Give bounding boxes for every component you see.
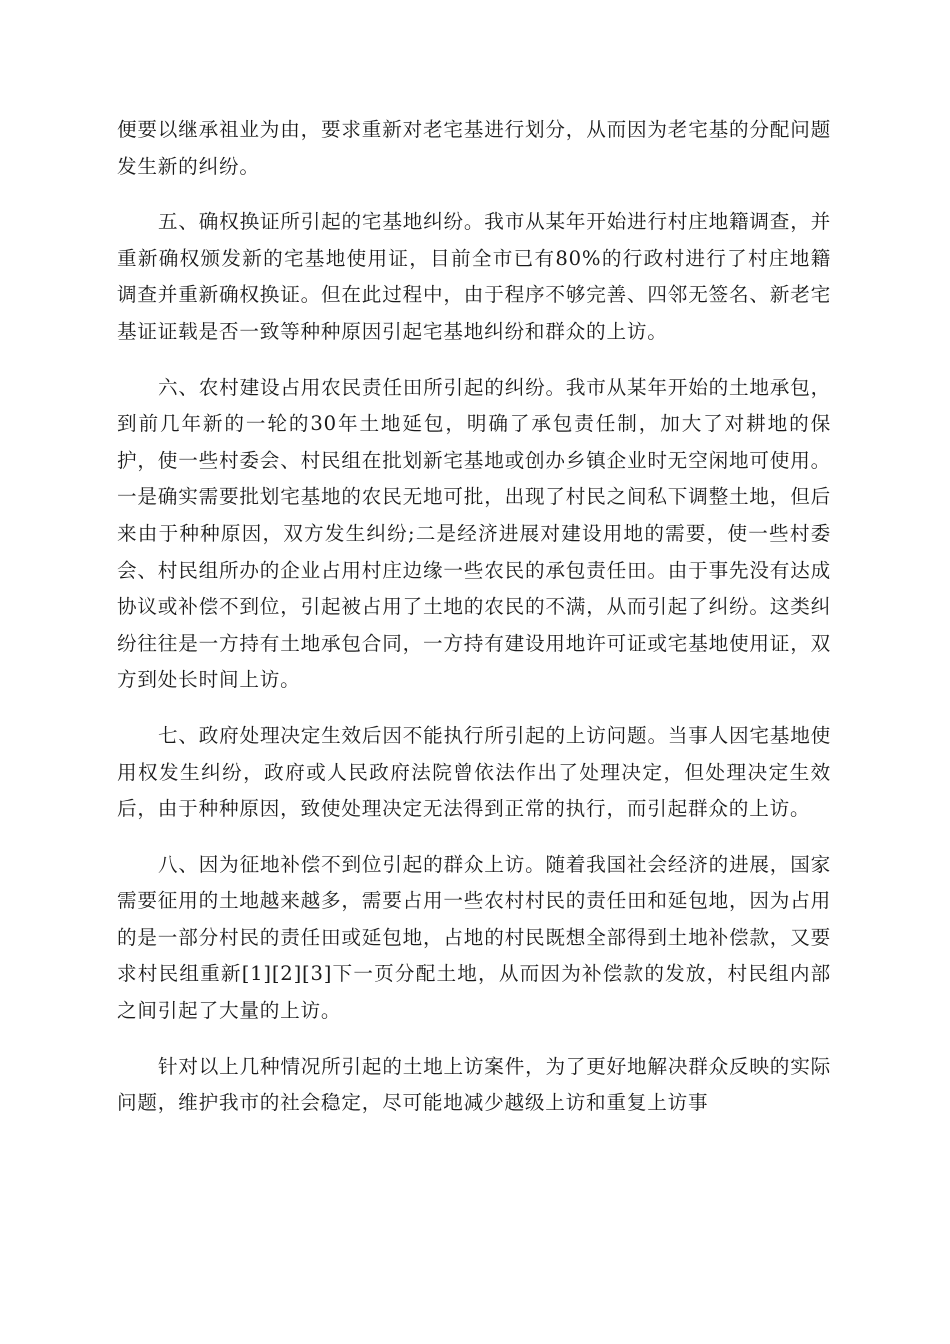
paragraph-conclusion: 针对以上几种情况所引起的土地上访案件，为了更好地解决群众反映的实际问题，维护我市的社会稳定，尽可能地减少越级上访和重复上访事 [117, 1054, 831, 1115]
paragraph-continuation: 便要以继承祖业为由，要求重新对老宅基进行划分，从而因为老宅基的分配问题发生新的纠纷。 [117, 118, 831, 178]
paragraph-section-8: 八、因为征地补偿不到位引起的群众上访。随着我国社会经济的进展，国家需要征用的土地越来越多，需要占用一些农村村民的责任田和延包地，因为占用的是一部分村民的责任田或延包地，占地的村民既想全部得到土地补偿款，又要求村民组重新[1][2][3]下一页分配土地，从而因为补偿款的发放，村民组内部之间引起了大量的上访。 [117, 852, 831, 1023]
paragraph-section-6: 六、农村建设占用农民责任田所引起的纠纷。我市从某年开始的土地承包，到前几年新的一轮的30年土地延包，明确了承包责任制，加大了对耕地的保护，使一些村委会、村民组在批划新宅基地或创办乡镇企业时无空闲地可使用。一是确实需要批划宅基地的农民无地可批，出现了村民之间私下调整土地，但后来由于种种原因，双方发生纠纷;二是经济进展对建设用地的需要，使一些村委会、村民组所办的企业占用村庄边缘一些农民的承包责任田。由于事先没有达成协议或补偿不到位，引起被占用了土地的农民的不满，从而引起了纠纷。这类纠纷往往是一方持有土地承包合同，一方持有建设用地许可证或宅基地使用证，双方到处长时间上访。 [117, 375, 831, 692]
paragraph-section-5: 五、确权换证所引起的宅基地纠纷。我市从某年开始进行村庄地籍调查，并重新确权颁发新的宅基地使用证，目前全市已有80%的行政村进行了村庄地籍调查并重新确权换证。但在此过程中，由于程序不够完善、四邻无签名、新老宅基证证载是否一致等种种原因引起宅基地纠纷和群众的上访。 [117, 210, 831, 343]
document-body [117, 112, 831, 1141]
paragraph-section-7: 七、政府处理决定生效后因不能执行所引起的上访问题。当事人因宅基地使用权发生纠纷，政府或人民政府法院曾依法作出了处理决定，但处理决定生效后，由于种种原因，致使处理决定无法得到正常的执行，而引起群众的上访。 [117, 723, 831, 821]
